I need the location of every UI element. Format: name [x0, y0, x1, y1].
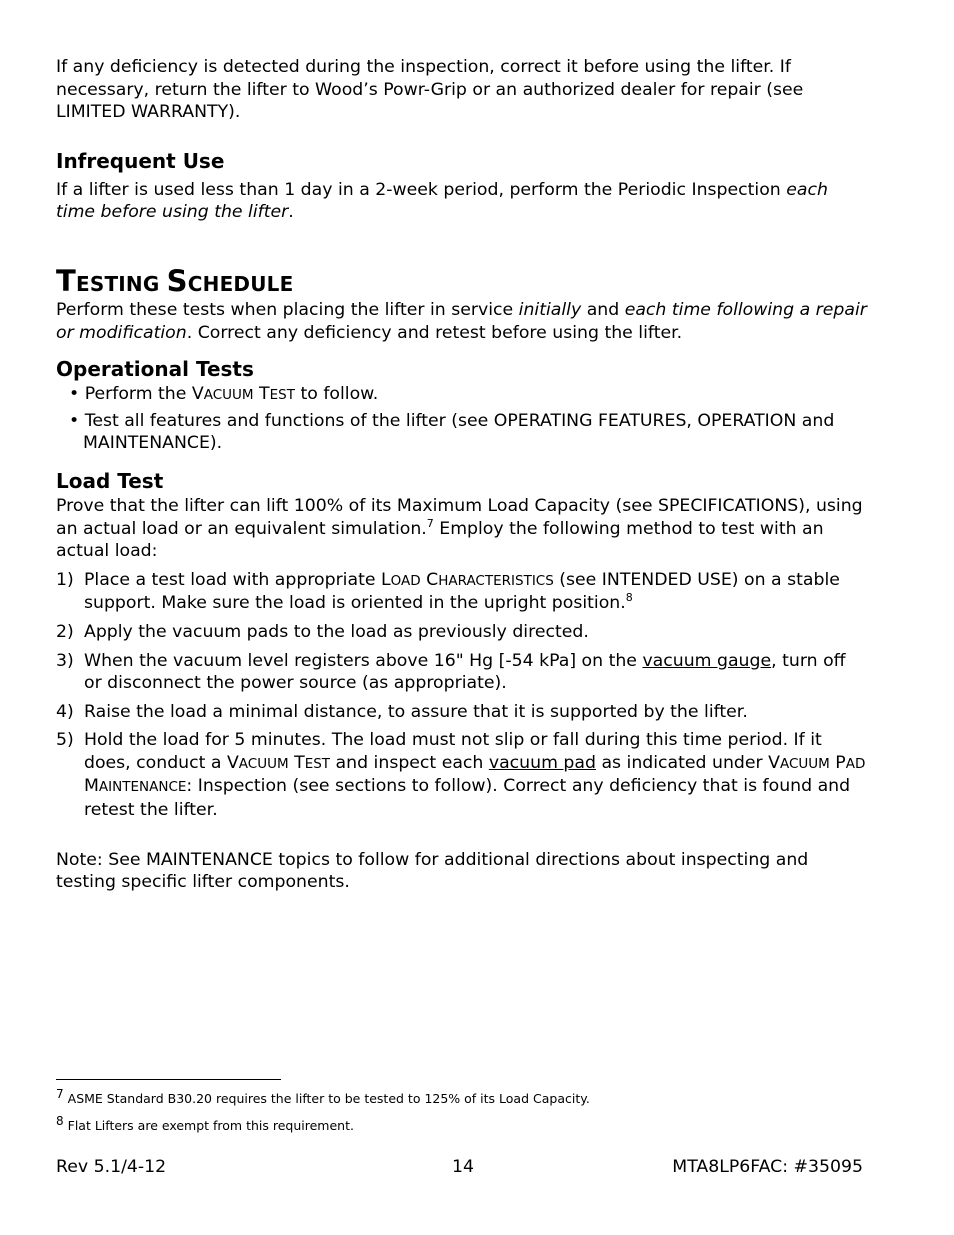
ops-item1-b: to follow.	[294, 384, 379, 405]
step5-sc3-cap: V	[768, 752, 780, 773]
step5-b: and inspect each	[330, 752, 489, 773]
list-item	[56, 729, 868, 821]
load-test-heading: Load Test	[56, 468, 164, 493]
operational-tests-heading: Operational Tests	[56, 357, 254, 382]
step1-sc2-cap: C	[420, 569, 439, 590]
load-intro-a: Prove that the lifter can lift 100% of its Maximum Load Capacity (see SPECIFICATIONS), using an actual load or an equivalent simulation.	[56, 495, 863, 539]
bullet-glyph: •	[69, 410, 80, 431]
note-paragraph: Note: See MAINTENANCE topics to follow for additional directions about inspecting and testing specific lifter components.	[56, 849, 809, 893]
step5-d: : Inspection (see sections to follow). Correct any deficiency that is found and retest the lifter.	[84, 776, 851, 821]
infrequent-text-a: If a lifter is used less than 1 day in a 2-week period, perform the Periodic Inspection	[56, 179, 787, 200]
step3-b: , turn off or disconnect the power source (as appropriate).	[84, 650, 846, 694]
step5-c: as indicated under	[595, 752, 769, 773]
vacuum-pad-link[interactable]: vacuum pad	[488, 752, 596, 773]
title-rest-1: ESTING	[75, 271, 167, 296]
infrequent-use-paragraph	[56, 179, 868, 224]
ops-item1-sc1-cap: V	[191, 384, 204, 405]
title-cap-2: S	[166, 263, 188, 298]
schedule-intro-italic-1: initially	[518, 299, 582, 320]
testing-schedule-intro	[56, 299, 868, 344]
step5-sc1-rest: ACUUM	[238, 755, 289, 772]
step5-sc2-cap: T	[288, 752, 305, 773]
ops-item1-a: Perform the	[79, 384, 192, 405]
load-intro-b: Employ the following method to test with an actual load:	[56, 518, 824, 562]
testing-schedule-heading	[56, 263, 868, 299]
ops-item2: Test all features and functions of the lifter (see OPERATING FEATURES, OPERATION and MAINTENANCE).	[79, 410, 835, 454]
step5-sc3-rest: ACUUM	[779, 755, 830, 772]
intro-paragraph: If any deficiency is detected during the inspection, correct it before using the lifter. If necessary, return the lifter to Wood’s Powr-Grip or an authorized dealer for repair (see LIMITED WARRANTY).	[56, 57, 804, 123]
step5-sc2-rest: EST	[304, 755, 331, 772]
load-test-steps	[56, 569, 868, 822]
step-number: 4)	[56, 701, 74, 722]
step5-sc5-cap: M	[84, 776, 99, 797]
infrequent-use-heading: Infrequent Use	[56, 148, 225, 173]
footnote-text: Flat Lifters are exempt from this requirement.	[67, 1118, 354, 1133]
footnote-ref-8: 8	[625, 591, 633, 605]
step2-text: Apply the vacuum pads to the load as previously directed.	[84, 621, 589, 642]
document-id: MTA8LP6FAC: #35095	[672, 1157, 863, 1177]
title-cap-1: T	[56, 263, 76, 298]
ops-item1-sc2-rest: EST	[269, 387, 295, 404]
footnote-divider	[56, 1079, 281, 1080]
list-item	[56, 383, 868, 407]
footnote-7	[56, 1087, 868, 1106]
ops-item1-sc2-cap: T	[253, 384, 270, 405]
schedule-intro-a: Perform these tests when placing the lifter in service	[56, 299, 519, 320]
step1-sc1-rest: OAD	[390, 572, 421, 589]
step1-a: Place a test load with appropriate	[84, 569, 381, 590]
step3-a: When the vacuum level registers above 16" Hg [-54 kPa] on the	[84, 650, 643, 671]
footnote-ref-7: 7	[426, 516, 434, 530]
footnotes	[56, 1087, 868, 1146]
revision-label: Rev 5.1/4-12	[56, 1157, 167, 1177]
title-rest-2: CHEDULE	[187, 271, 294, 296]
step1-b: (see INTENDED USE) on a stable support. Make sure the load is oriented in the upright position.	[84, 569, 840, 614]
footnote-text: ASME Standard B30.20 requires the lifter to be tested to 125% of its Load Capacity.	[67, 1091, 590, 1106]
ops-item1-sc1-rest: ACUUM	[203, 387, 254, 404]
step5-sc4-cap: P	[829, 752, 846, 773]
step1-sc2-rest: HARACTERISTICS	[438, 572, 554, 589]
vacuum-gauge-link[interactable]: vacuum gauge	[642, 650, 772, 671]
step-number: 2)	[56, 621, 74, 642]
list-item	[56, 621, 868, 644]
footnote-number: 7	[56, 1087, 64, 1101]
step1-sc1-cap: L	[380, 569, 391, 590]
step-number: 3)	[56, 650, 74, 671]
list-item	[56, 569, 868, 615]
step4-text: Raise the load a minimal distance, to assure that it is supported by the lifter.	[84, 701, 748, 722]
bullet-glyph: •	[69, 384, 80, 405]
schedule-intro-c: . Correct any deficiency and retest before using the lifter.	[186, 322, 683, 343]
list-item	[56, 410, 868, 455]
operational-tests-list	[56, 383, 868, 455]
list-item	[56, 650, 868, 695]
step5-sc1-cap: V	[226, 752, 239, 773]
list-item	[56, 701, 868, 724]
step5-sc4-rest: AD	[845, 755, 866, 772]
page-number: 14	[452, 1157, 474, 1177]
footnote-8	[56, 1114, 868, 1133]
step5-sc5-rest: AINTENANCE	[98, 779, 187, 796]
schedule-intro-b: and	[581, 299, 625, 320]
step-number: 1)	[56, 569, 74, 590]
footnote-number: 8	[56, 1114, 64, 1128]
schedule-intro-italic-2: each time following a repair or modification	[56, 299, 867, 343]
page-body	[56, 56, 868, 894]
infrequent-text-b: .	[288, 202, 294, 223]
load-test-intro	[56, 495, 868, 563]
step5-a: Hold the load for 5 minutes. The load must not slip or fall during this time period. If it does, conduct a	[84, 730, 822, 773]
step-number: 5)	[56, 730, 74, 751]
infrequent-text-italic: each time before using the lifter	[56, 179, 828, 223]
